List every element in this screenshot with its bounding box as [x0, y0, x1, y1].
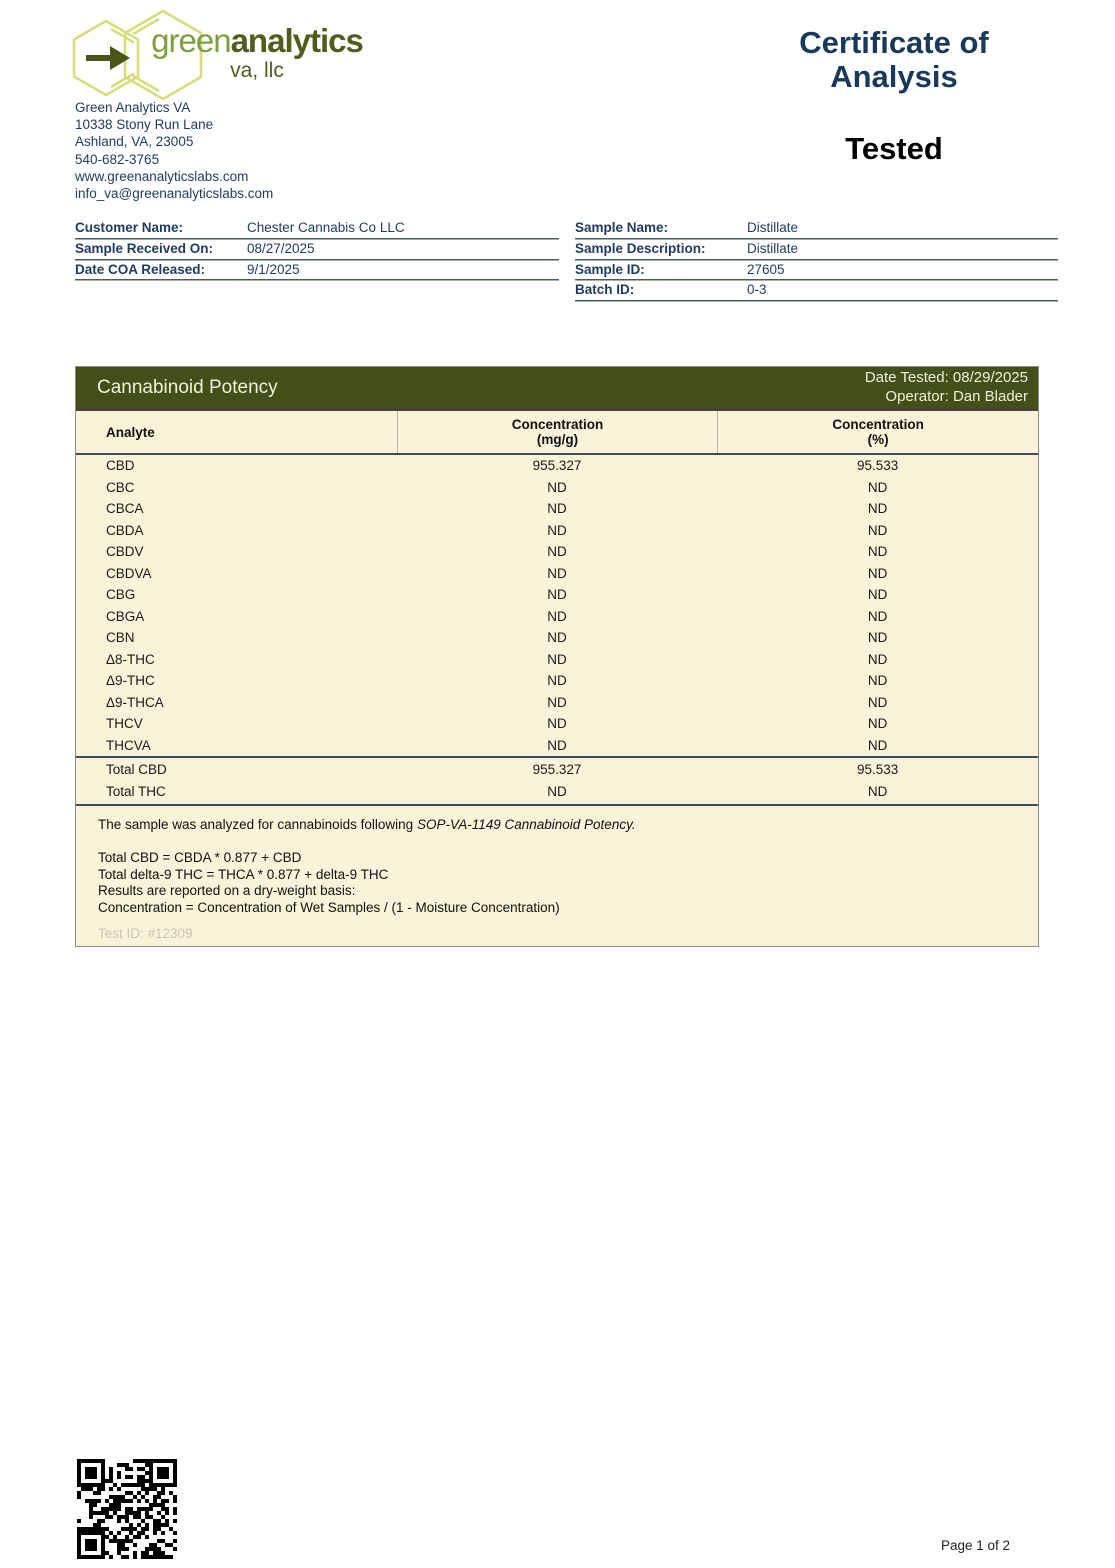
concentration-mgg: 955.327 — [532, 458, 582, 473]
table-row — [76, 563, 1038, 585]
concentration-mgg: ND — [547, 673, 567, 688]
address-line: www.greenanalyticslabs.com — [75, 168, 249, 184]
address-line: info_va@greenanalyticslabs.com — [75, 186, 274, 202]
concentration-mgg: ND — [547, 630, 567, 645]
potency-title: Cannabinoid Potency — [97, 376, 278, 398]
potency-header-bar — [76, 367, 1038, 411]
concentration-pct: ND — [867, 565, 888, 581]
analyte-name: Δ9-THC — [106, 673, 155, 688]
concentration-pct: ND — [867, 630, 888, 645]
analyte-name: Δ8-THC — [106, 651, 155, 667]
concentration-pct: ND — [867, 608, 888, 624]
info-value: 08/27/2025 — [247, 240, 315, 256]
method-statement: The sample was analyzed for cannabinoids following SOP-VA-1149 Cannabinoid Potency. — [98, 817, 636, 832]
analyte-name: THCV — [106, 716, 143, 731]
address-line: Ashland, VA, 23005 — [75, 134, 194, 150]
concentration-mgg: ND — [547, 694, 567, 710]
concentration-mgg: ND — [547, 522, 567, 538]
total-mgg: 955.327 — [532, 762, 582, 777]
table-row — [76, 455, 1038, 477]
formula-lines — [98, 850, 1018, 916]
analyte-name: THCVA — [106, 737, 151, 753]
total-label: Total THC — [106, 784, 166, 799]
concentration-mgg: ND — [547, 587, 567, 602]
analyte-name: Δ9-THCA — [106, 694, 164, 710]
document-title — [738, 26, 1050, 94]
info-row — [575, 218, 1058, 239]
concentration-pct: ND — [867, 587, 888, 602]
date-tested: Date Tested: 08/29/2025 — [864, 369, 1028, 386]
analyte-name: CBGA — [106, 608, 145, 624]
logo-word-green: green — [151, 22, 231, 59]
column-header-mgg: Concentration (mg/g) — [397, 411, 718, 453]
info-value: 27605 — [747, 261, 785, 277]
concentration-mgg: ND — [547, 608, 567, 624]
lab-address-block — [75, 99, 273, 202]
address-line: Green Analytics VA — [75, 100, 191, 115]
table-row — [76, 498, 1038, 520]
table-row — [76, 692, 1038, 714]
status-label: Tested — [845, 131, 943, 166]
logo-wordmark — [150, 24, 364, 81]
table-row — [76, 735, 1038, 757]
concentration-pct: ND — [867, 522, 888, 538]
formula-line: Concentration = Concentration of Wet Samples / (1 - Moisture Concentration) — [98, 899, 560, 915]
table-row — [76, 477, 1038, 499]
potency-column-headers — [76, 411, 1038, 455]
info-row — [575, 280, 1058, 301]
concentration-pct: ND — [867, 737, 888, 753]
info-row — [575, 260, 1058, 281]
concentration-mgg: ND — [547, 479, 567, 495]
info-value: Distillate — [747, 220, 799, 235]
table-row — [76, 713, 1038, 735]
concentration-pct: ND — [867, 479, 888, 495]
analyte-name: CBDVA — [106, 565, 152, 581]
info-row — [75, 218, 559, 239]
page-number: Page 1 of 2 — [941, 1538, 1011, 1553]
info-label: Customer Name: — [75, 220, 184, 235]
analyte-rows — [76, 455, 1038, 756]
concentration-mgg: ND — [547, 716, 567, 731]
info-label: Sample Name: — [575, 220, 669, 235]
operator: Operator: Dan Blader — [885, 387, 1028, 405]
table-row — [76, 520, 1038, 542]
logo-word-analytics: analytics — [230, 22, 363, 59]
table-row — [76, 584, 1038, 606]
concentration-pct: ND — [867, 501, 888, 516]
concentration-pct: 95.533 — [857, 458, 899, 473]
total-mgg: ND — [547, 784, 567, 799]
info-value: 9/1/2025 — [247, 261, 300, 277]
concentration-pct: ND — [867, 544, 888, 559]
info-label: Sample ID: — [575, 261, 645, 277]
sop-reference: SOP-VA-1149 Cannabinoid Potency. — [416, 817, 636, 832]
totals-rows — [76, 756, 1038, 806]
info-value: Distillate — [747, 240, 799, 256]
info-row — [75, 239, 559, 260]
concentration-pct: ND — [867, 694, 888, 710]
analyte-name: CBC — [106, 479, 135, 495]
info-value: 0-3 — [747, 282, 767, 298]
qr-code — [77, 1459, 177, 1559]
concentration-mgg: ND — [547, 737, 567, 753]
column-header-analyte: Analyte — [106, 424, 155, 440]
column-header-pct: Concentration (%) — [717, 411, 1038, 453]
analyte-name: CBD — [106, 458, 135, 473]
total-row — [76, 781, 1038, 803]
table-row — [76, 606, 1038, 628]
arrow-right-icon — [86, 46, 130, 70]
info-value: Chester Cannabis Co LLC — [247, 220, 405, 235]
concentration-mgg: ND — [547, 651, 567, 667]
analyte-name: CBDV — [106, 544, 144, 559]
concentration-mgg: ND — [547, 565, 567, 581]
info-label: Date COA Released: — [75, 261, 206, 277]
info-label: Sample Received On: — [75, 240, 214, 256]
formula-line: Total delta-9 THC = THCA * 0.877 + delta-9 THC — [98, 866, 389, 882]
formula-line: Results are reported on a dry-weight basis: — [98, 883, 356, 898]
concentration-pct: ND — [867, 673, 888, 688]
title-line-1: Certificate of — [799, 25, 989, 60]
analyte-name: CBG — [106, 587, 136, 602]
total-row — [76, 759, 1038, 781]
concentration-pct: ND — [867, 716, 888, 731]
customer-info-table — [75, 218, 559, 280]
analyte-name: CBN — [106, 630, 135, 645]
table-row — [76, 627, 1038, 649]
address-line: 10338 Stony Run Lane — [75, 117, 214, 133]
formula-line: Total CBD = CBDA * 0.877 + CBD — [98, 850, 302, 865]
info-row — [575, 239, 1058, 260]
concentration-mgg: ND — [547, 544, 567, 559]
analyte-name: CBDA — [106, 522, 144, 538]
info-label: Batch ID: — [575, 282, 635, 298]
title-line-2: Analysis — [830, 59, 958, 94]
table-row — [76, 649, 1038, 671]
test-id: Test ID: #12309 — [98, 926, 193, 941]
sample-info-table — [575, 218, 1058, 301]
info-row — [75, 260, 559, 281]
info-label: Sample Description: — [575, 240, 706, 256]
total-label: Total CBD — [106, 762, 167, 777]
concentration-pct: ND — [867, 651, 888, 667]
method-notes — [76, 806, 1038, 939]
cannabinoid-potency-section — [75, 366, 1039, 947]
logo-subtitle: va, llc — [230, 59, 284, 82]
table-row — [76, 670, 1038, 692]
address-line: 540-682-3765 — [75, 151, 160, 167]
concentration-mgg: ND — [547, 501, 567, 516]
potency-meta — [865, 369, 1028, 406]
total-pct: ND — [867, 784, 888, 799]
table-row — [76, 541, 1038, 563]
total-pct: 95.533 — [857, 762, 899, 777]
analyte-name: CBCA — [106, 501, 144, 516]
